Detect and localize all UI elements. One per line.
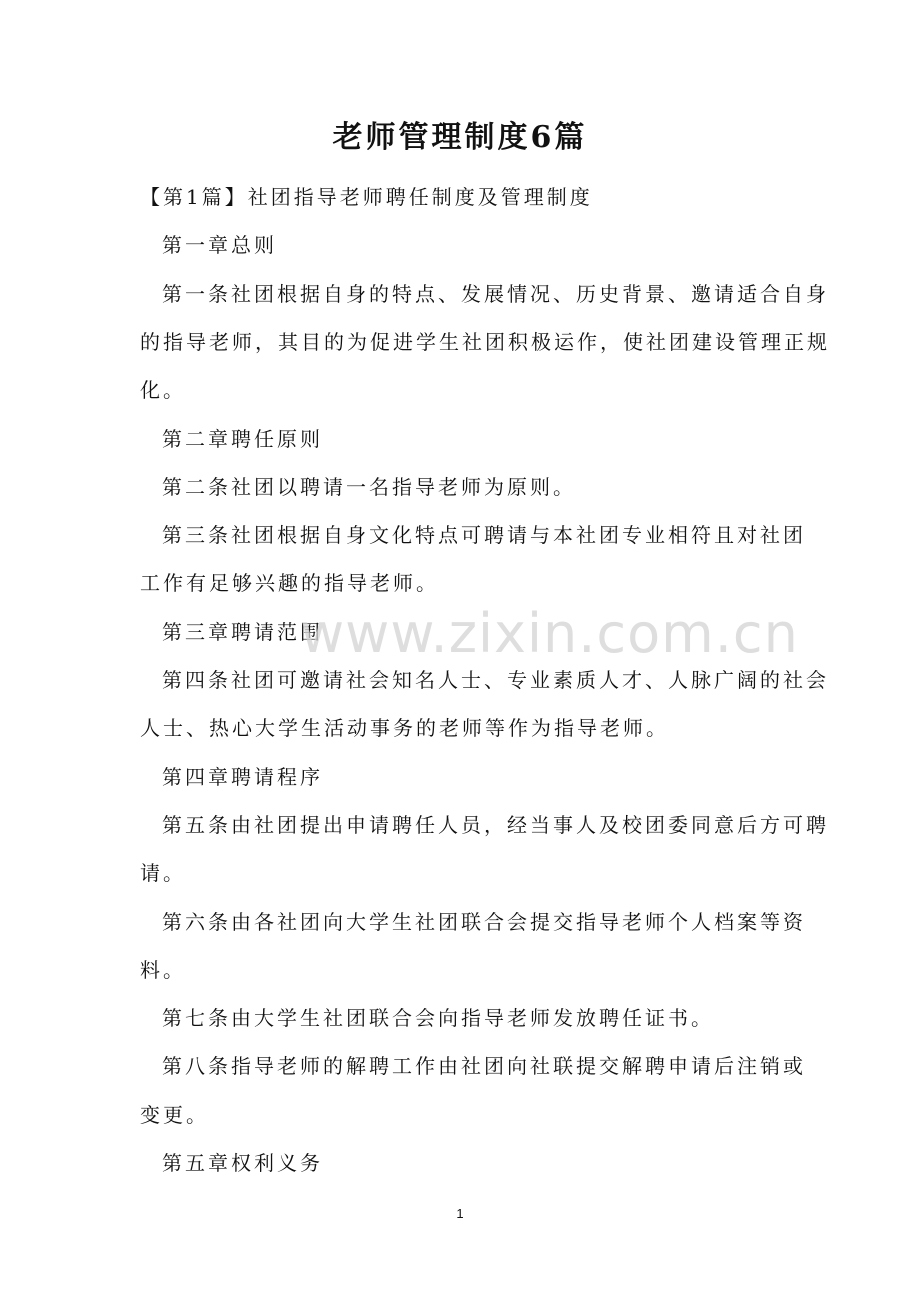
paragraph-line: 的指导老师，其目的为促进学生社团积极运作，使社团建设管理正规 — [140, 330, 830, 354]
paragraph-line: 变更。 — [140, 1103, 209, 1127]
paragraph-line: 请。 — [140, 861, 186, 885]
paragraph-line: 化。 — [140, 378, 186, 402]
chapter-heading: 第四章聘请程序 — [162, 765, 323, 789]
paragraph-line: 第八条指导老师的解聘工作由社团向社联提交解聘申请后注销或 — [162, 1054, 806, 1078]
paragraph-line: 第六条由各社团向大学生社团联合会提交指导老师个人档案等资 — [162, 910, 806, 934]
chapter-heading: 第一章总则 — [162, 233, 277, 257]
paragraph-line: 第二条社团以聘请一名指导老师为原则。 — [162, 475, 576, 499]
chapter-heading: 第二章聘任原则 — [162, 427, 323, 451]
paragraph-line: 料。 — [140, 958, 186, 982]
paragraph-line: 第一条社团根据自身的特点、发展情况、历史背景、邀请适合自身 — [162, 282, 829, 306]
chapter-heading: 第三章聘请范围 — [162, 620, 323, 644]
chapter-heading: 第五章权利义务 — [162, 1151, 323, 1175]
paragraph-line: 第四条社团可邀请社会知名人士、专业素质人才、人脉广阔的社会 — [162, 668, 829, 692]
section-heading: 【第1篇】社团指导老师聘任制度及管理制度 — [140, 185, 593, 209]
document-title: 老师管理制度6篇 — [332, 120, 588, 155]
paragraph-line: 第三条社团根据自身文化特点可聘请与本社团专业相符且对社团 — [162, 523, 806, 547]
paragraph-line: 人士、热心大学生活动事务的老师等作为指导老师。 — [140, 716, 669, 740]
paragraph-line: 工作有足够兴趣的指导老师。 — [140, 571, 439, 595]
page-number: 1 — [456, 1206, 464, 1221]
paragraph-line: 第七条由大学生社团联合会向指导老师发放聘任证书。 — [162, 1006, 714, 1030]
watermark: www.zixin.com.cn — [300, 602, 799, 665]
paragraph-line: 第五条由社团提出申请聘任人员，经当事人及校团委同意后方可聘 — [162, 813, 829, 837]
